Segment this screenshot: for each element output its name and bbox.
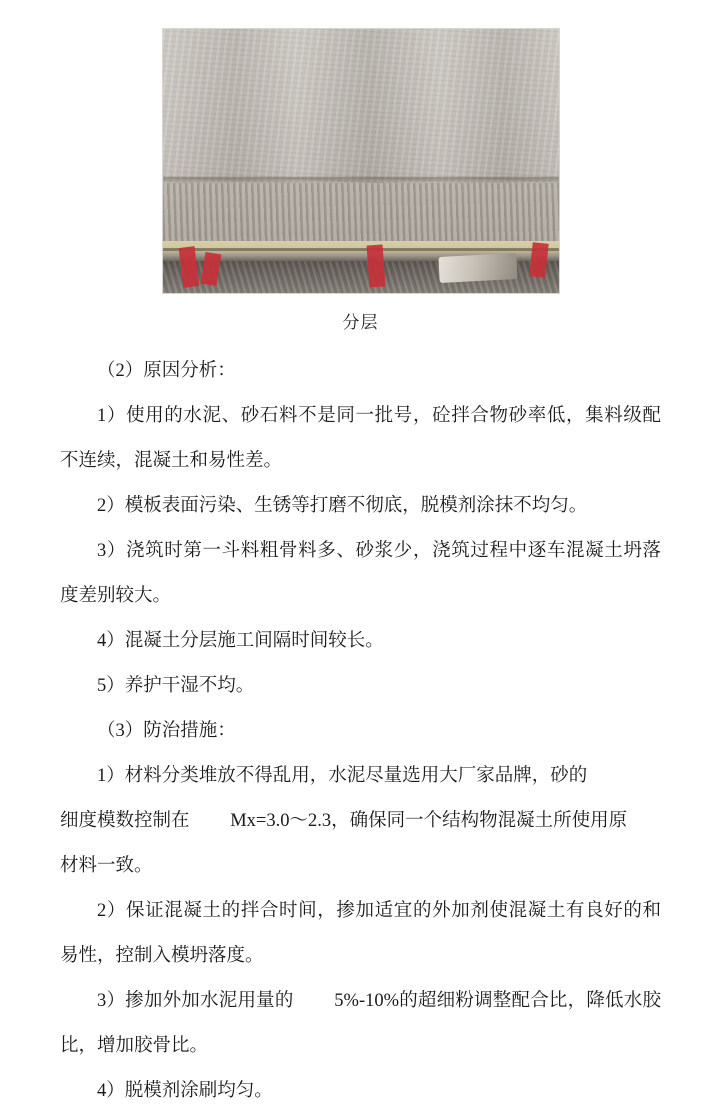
paragraph-cause-5: 5）养护干湿不均。 [97, 676, 255, 696]
paragraph-measure-1-line2 [60, 799, 661, 844]
figure-block [60, 0, 661, 333]
photo-debris [438, 253, 517, 283]
concrete-layering-defect-photo [162, 28, 560, 294]
measure-1-suffix: ，确保同一个结构物混凝土所使用原 [331, 811, 628, 831]
measure-3-value: 5%-10% [334, 991, 400, 1011]
body-text [60, 349, 661, 1114]
paragraph-cause-heading: （2）原因分析： [97, 361, 236, 381]
paragraph-cause-3: 3）浇筑时第一斗料粗骨料多、砂浆少，浇筑过程中逐车混凝土坍落度差别较大。 [60, 541, 661, 606]
measure-3-prefix: 3）掺加外加水泥用量的 [97, 991, 294, 1011]
figure-caption: 分层 [342, 313, 379, 332]
paragraph-measure-1-line3: 材料一致。 [60, 856, 153, 876]
paragraph-measure-4: 4）脱模剂涂刷均匀。 [97, 1081, 273, 1101]
paragraph-measure-3 [60, 979, 661, 1069]
photo-red-marker [366, 244, 385, 287]
paragraph-cause-1: 1）使用的水泥、砂石料不是同一批号，砼拌合物砂率低，集料级配不连续，混凝土和易性差。 [60, 406, 661, 471]
paragraph-cause-2: 2）模板表面污染、生锈等打磨不彻底，脱模剂涂抹不均匀。 [97, 496, 588, 516]
photo-rough-band [163, 183, 559, 245]
measure-1-prefix: 细度模数控制在 [60, 811, 190, 831]
paragraph-measure-heading: （3）防治措施： [97, 721, 236, 741]
photo-red-marker [529, 242, 548, 277]
measure-3-suffix: 的超细粉调整配合比，降低水胶比，增加胶骨比。 [60, 991, 661, 1056]
measure-1-value: Mx=3.0～2.3 [230, 811, 332, 831]
paragraph-cause-4: 4）混凝土分层施工间隔时间较长。 [97, 631, 384, 651]
paragraph-measure-1-line1: 1）材料分类堆放不得乱用，水泥尽量选用大厂家品牌，砂的 [97, 766, 588, 786]
paragraph-measure-2: 2）保证混凝土的拌合时间，掺加适宜的外加剂使混凝土有良好的和易性，控制入模坍落度。 [60, 901, 661, 966]
